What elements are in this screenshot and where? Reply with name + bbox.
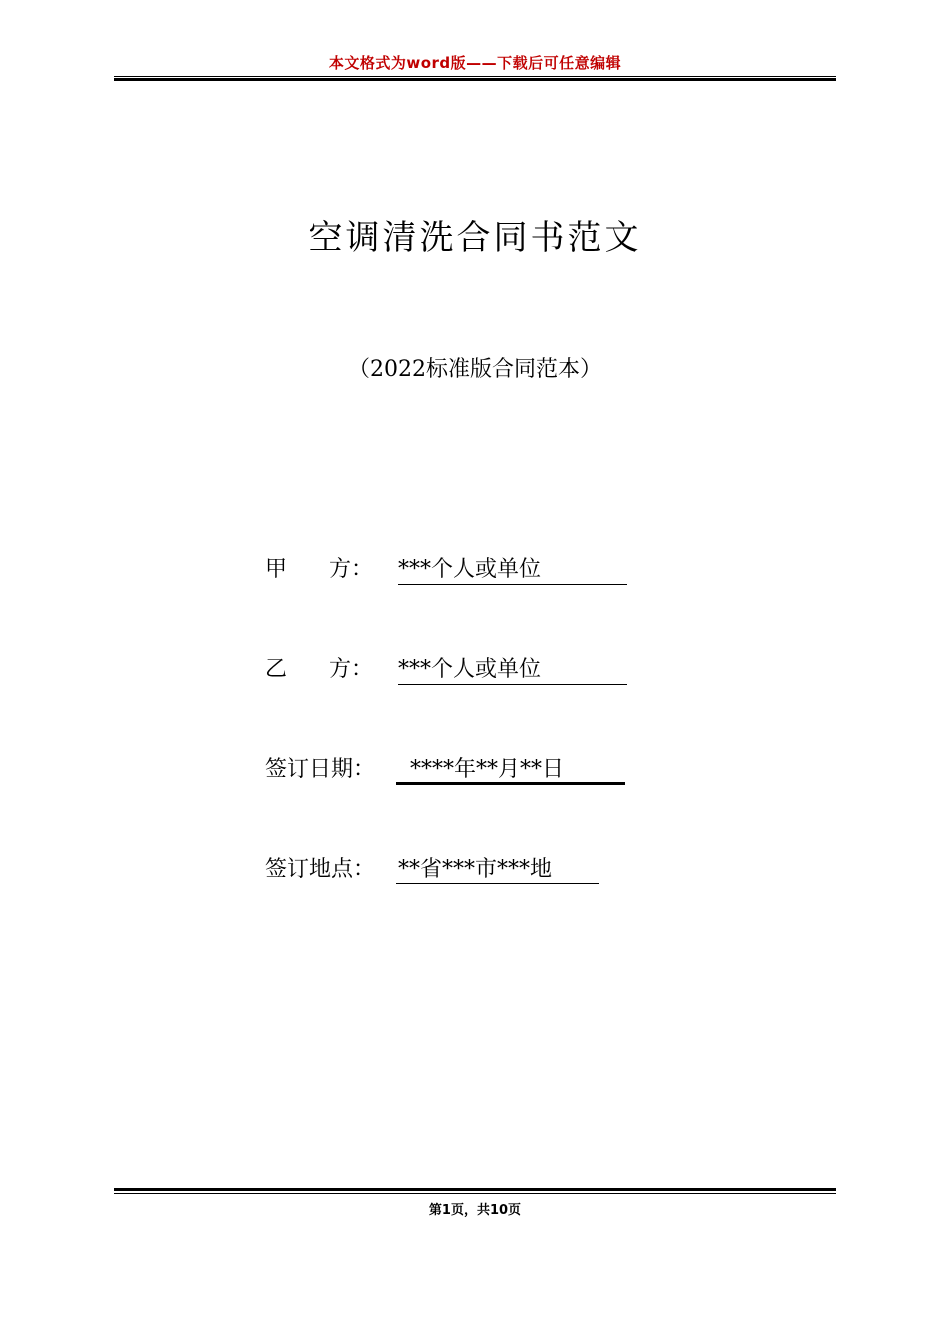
header-rule-thin [114,76,836,77]
footer-rule-thick [114,1188,836,1191]
party-a-value: ***个人或单位 [398,557,542,582]
party-b-row [265,652,630,692]
footer-rule-thin [114,1193,836,1194]
sign-date-label: 签订日期： [265,757,376,782]
sign-place-row [265,852,630,892]
sign-place-underline [396,883,599,884]
sign-place-label: 签订地点： [265,857,376,882]
party-b-value: ***个人或单位 [398,657,542,682]
sign-place-value: **省***市***地 [398,857,553,882]
party-a-row [265,552,630,592]
party-b-label: 乙 方： [265,657,373,682]
party-b-underline [398,684,627,685]
header-rule-thick [114,78,836,81]
sign-date-row [265,752,630,792]
sign-date-value: ****年**月**日 [410,757,565,782]
document-subtitle: （2022标准版合同范本） [348,357,602,382]
page-number: 第1页，共10页 [428,1203,522,1218]
document-title: 空调清洗合同书范文 [308,218,642,258]
party-a-underline [398,584,627,585]
page-header-text: 本文格式为word版——下载后可任意编辑 [328,54,622,72]
party-a-label: 甲 方： [265,557,373,582]
sign-date-underline [396,782,625,785]
